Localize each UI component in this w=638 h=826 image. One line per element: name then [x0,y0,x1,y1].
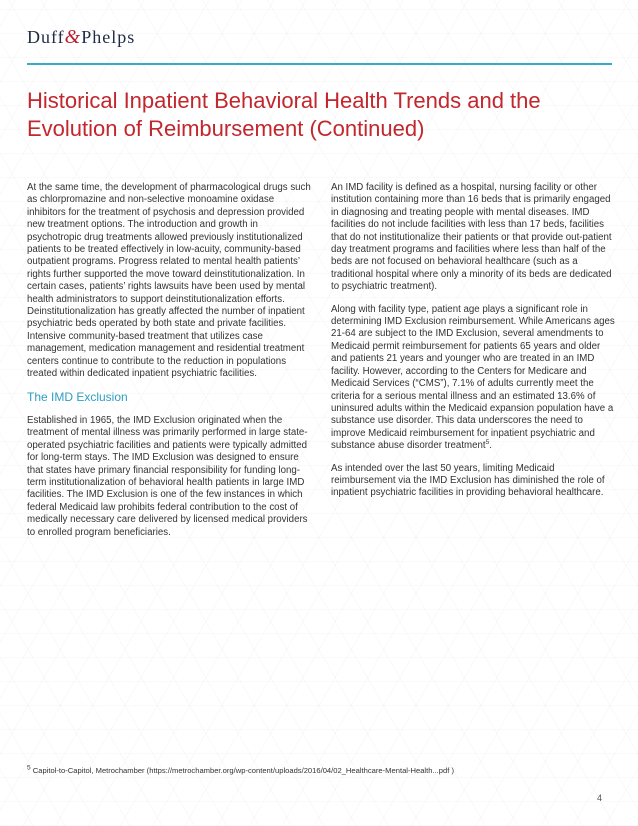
right-paragraph-2-text: Along with facility type, patient age plays a significant role in determining IMD Exclusion reimbursement. While Americans ages 21-64 are subject to the IMD Exclusion, several amendments to Medicaid permit reimbursement for patients 65 years and older and patients 21 years and younger who are treated in an IMD facility. However, according to the Centers for Medicare and Medicaid Services (“CMS”), 7.1% of adults currently meet the criteria for a serious mental illness and an estimated 13.6% of uninsured adults within the Medicaid expansion population have a substance use disorder. This data underscores the need to improve Medicaid reimbursement for inpatient psychiatric and substance abuse disorder treatment [331,303,615,452]
footnote [27,766,617,775]
footnote-number: 5 [27,764,31,772]
section-heading-imd-exclusion: The IMD Exclusion [27,389,128,404]
right-paragraph-3: As intended over the last 50 years, limiting Medicaid reimbursement via the IMD Exclusion has diminished the role of inpatient psychiatric facilities in providing behavioral healthcare. [331,462,605,499]
logo-ampersand: & [64,26,82,48]
right-paragraph-2-end: . [489,440,492,452]
logo-text-part2: Phelps [81,27,136,47]
footnote-text: Capitol-to-Capitol, Metrochamber (https://metrochamber.org/wp-content/uploads/2016/04/02_Healthcare-Mental-Health...pdf ) [30,766,454,775]
company-logo [27,26,135,49]
right-paragraph-2 [331,304,615,453]
page-number: 4 [596,793,602,803]
logo-text-part1: Duff [27,27,65,47]
page-title: Historical Inpatient Behavioral Health Trends and the Evolution of Reimbursement (Continued) [27,88,541,141]
left-paragraph-1: At the same time, the development of pharmacological drugs such as chlorpromazine and non-selective monoamine oxidase inhibitors for the treatment of psychosis and depression provided new treatment options. The introduction and growth in psychotropic drug treatments allowed previously institutionalized patients to be treated effectively in low-acuity, community-based outpatient programs. Progress related to mental health patients’ rights further supported the move toward deinstitutionalization. In certain cases, patients’ rights lawsuits have been used by mental health administrators to support deinstitutionalization efforts. Deinstitutionalization has greatly affected the number of inpatient psychiatric beds operated by both state and private facilities. Intensive community-based treatment that utilizes case management, medication management and residential treatment centers continue to contribute to the reduction in populations treated within dedicated inpatient psychiatric facilities. [27,182,311,380]
right-paragraph-1: An IMD facility is defined as a hospital, nursing facility or other institution containing more than 16 beds that is primarily engaged in diagnosing and treating people with mental diseases. IMD facilities do not include facilities with less than 17 beds, facilities that do not institutionalize their patients or that provide out-patient day treatment programs and facilities where less than half of the beds are not focused on behavioral healthcare (such as a traditional hospital where only a minority of its beds are dedicated to psychiatric treatment). [331,182,612,293]
right-column [331,182,615,510]
header-divider [27,63,612,65]
left-column [27,182,311,549]
left-paragraph-2: Established in 1965, the IMD Exclusion originated when the treatment of mental illness was primarily performed in large state-operated psychiatric facilities and patients were typically admitted for long-term stays. The IMD Exclusion was designed to ensure that states have primary financial responsibility for funding long-term institutionalization of behavioral health patients in large IMD facilities. The IMD Exclusion is one of the few instances in which federal Medicaid law prohibits federal contribution to the cost of medically necessary care delivered by licensed medical providers to enrolled program beneficiaries. [27,414,308,538]
footnote-reference: 5 [485,438,490,446]
